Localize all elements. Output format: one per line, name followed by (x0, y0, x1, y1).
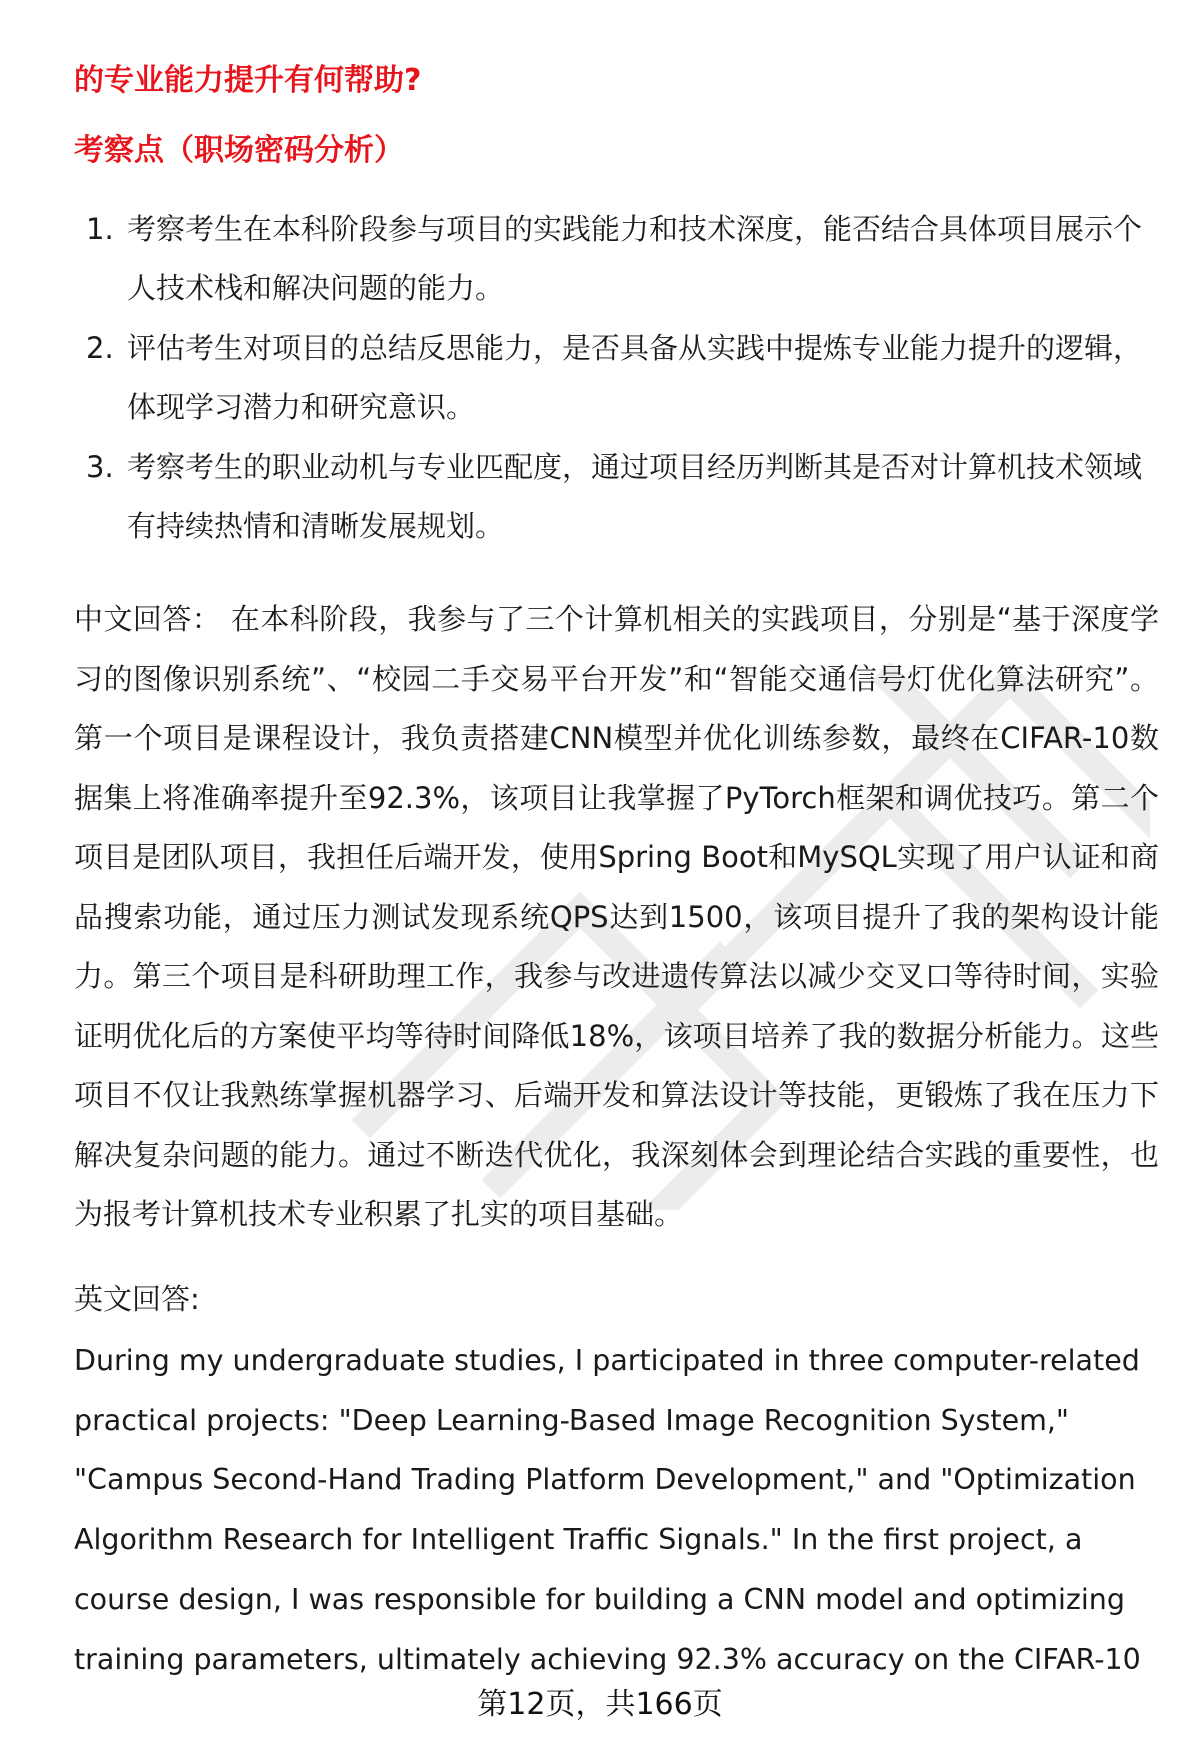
question-tail: 的专业能力提升有何帮助? (74, 63, 422, 98)
list-text: 评估考生对项目的总结反思能力，是否具备从实践中提炼专业能力提升的逻辑，体现学习潜力和研究意识。 (127, 331, 1143, 424)
exam-points-list (74, 200, 1154, 557)
list-item (74, 319, 1154, 437)
english-answer-label: 英文回答: (74, 1282, 200, 1316)
list-text: 考察考生的职业动机与专业匹配度，通过项目经历判断其是否对计算机技术领域有持续热情和清晰发展规划。 (127, 450, 1143, 543)
list-text: 考察考生在本科阶段参与项目的实践能力和技术深度，能否结合具体项目展示个人技术栈和解决问题的能力。 (127, 212, 1143, 305)
list-number: 2. (86, 331, 114, 365)
list-item (74, 438, 1154, 556)
list-number: 3. (86, 450, 114, 484)
chinese-answer: 中文回答： 在本科阶段，我参与了三个计算机相关的实践项目，分别是“基于深度学习的图像识别系统”、“校园二手交易平台开发”和“智能交通信号灯优化算法研究”。第一个项目是课程设计，我负责搭建CNN模型并优化训练参数，最终在CIFAR-10数据集上将准确率提升至92.3%，该项目让我掌握了PyTorch框架和调优技巧。第二个项目是团队项目，我担任后端开发，使用Spring Boot和MySQL实现了用户认证和商品搜索功能，通过压力测试发现系统QPS达到1500，该项目提升了我的架构设计能力。第三个项目是科研助理工作，我参与改进遗传算法以减少交叉口等待时间，实验证明优化后的方案使平均等待时间降低18%，该项目培养了我的数据分析能力。这些项目不仅让我熟练掌握机器学习、后端开发和算法设计等技能，更锻炼了我在压力下解决复杂问题的能力。通过不断迭代优化，我深刻体会到理论结合实践的重要性，也为报考计算机技术专业积累了扎实的项目基础。 (74, 602, 1159, 1231)
english-answer: During my undergraduate studies, I participated in three computer-related practical projects: "Deep Learning-Based Image Recognition System," "Campus Second-Hand Trading Platform Development," and "Optimization Algorithm Research for Intelligent Traffic Signals." In the first project, a course design, I was responsible for building a CNN model and optimizing training parameters, ultimately achieving 92.3% accuracy on the CIFAR-10 (74, 1344, 1141, 1676)
exam-points-heading: 考察点（职场密码分析） (74, 133, 404, 168)
list-item (74, 200, 1154, 318)
list-number: 1. (86, 212, 114, 246)
page-footer: 第12页，共166页 (477, 1687, 723, 1722)
